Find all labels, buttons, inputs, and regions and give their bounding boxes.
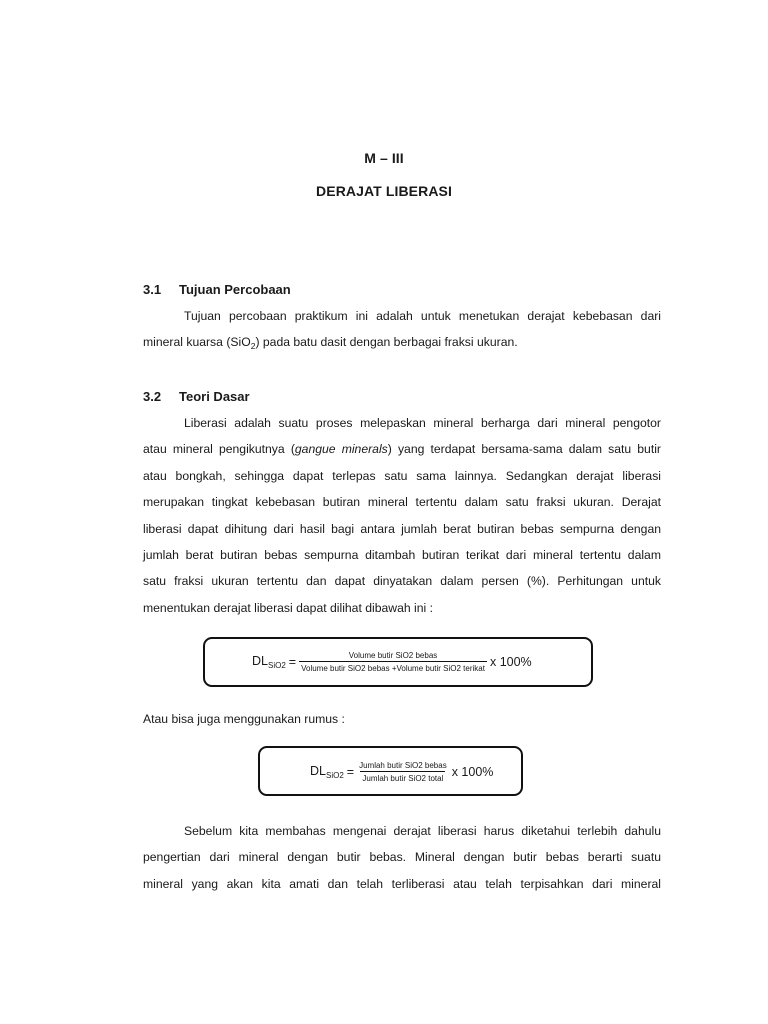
equals-sign: = — [346, 765, 355, 779]
denominator: Volume butir SiO2 bebas +Volume butir SiO2 terikat — [299, 661, 487, 673]
section-heading-3-2 — [143, 389, 250, 404]
paragraph-line: satu fraksi ukuran tertentu dan dapat dinyatakan dalam persen (%). Perhitungan untuk — [143, 574, 661, 589]
section-heading-3-1 — [143, 282, 291, 297]
denominator: Jumlah butir SiO2 total — [360, 771, 445, 783]
text-run: ) yang terdapat bersama-sama dalam satu butir — [387, 442, 661, 457]
italic-term: gangue minerals — [294, 442, 388, 457]
equals-sign: = — [288, 655, 297, 669]
paragraph-line: merupakan tingkat kebebasan butiran mineral tertentu dalam satu fraksi ukuran. Derajat — [143, 495, 661, 510]
text-run: atau mineral pengikutnya ( — [143, 442, 295, 457]
paragraph-butir-bebas — [143, 822, 661, 901]
chapter-title: DERAJAT LIBERASI — [316, 183, 452, 199]
formula-subscript: SiO2 — [267, 661, 286, 670]
paragraph-line — [143, 333, 661, 359]
text-run: ) pada batu dasit dengan berbagai fraksi ukuran. — [255, 335, 518, 350]
paragraph-line: atau bongkah, sehingga dapat terlepas satu sama lainnya. Sedangkan derajat liberasi — [143, 468, 661, 483]
paragraph-teori-dasar — [143, 414, 661, 625]
multiplier: x 100% — [489, 655, 532, 669]
paragraph-line: pengertian dari mineral dengan butir bebas. Mineral dengan butir bebas berarti suatu — [143, 850, 661, 865]
section-title: Tujuan Percobaan — [179, 282, 291, 297]
alternative-formula-text: Atau bisa juga menggunakan rumus : — [143, 712, 345, 726]
chapter-number: M – III — [364, 150, 404, 166]
subscript: 2 — [250, 341, 256, 352]
formula-1 — [252, 645, 532, 679]
formula-lhs — [252, 654, 286, 670]
formula-symbol: DL — [252, 654, 268, 668]
fraction — [299, 651, 487, 673]
section-title: Teori Dasar — [179, 389, 250, 404]
numerator: Volume butir SiO2 bebas — [348, 651, 438, 660]
section-number: 3.1 — [143, 282, 162, 297]
formula-symbol: DL — [310, 764, 326, 778]
paragraph-line: Sebelum kita membahas mengenai derajat liberasi harus diketahui terlebih dahulu — [184, 824, 661, 838]
multiplier: x 100% — [451, 765, 494, 779]
text-run: mineral kuarsa (SiO — [143, 335, 251, 350]
paragraph-line: menentukan derajat liberasi dapat dilihat dibawah ini : — [143, 600, 433, 615]
formula-2 — [310, 755, 493, 789]
paragraph-line: mineral yang akan kita amati dan telah terliberasi atau telah terpisahkan dari mineral — [143, 876, 661, 891]
paragraph-line: liberasi dapat dihitung dari hasil bagi antara jumlah berat butiran bebas sempurna dengan — [143, 521, 661, 536]
paragraph-line: jumlah berat butiran bebas sempurna ditambah butiran terikat dari mineral tertentu dalam — [143, 547, 661, 562]
section-number: 3.2 — [143, 389, 162, 404]
fraction — [357, 761, 449, 783]
formula-subscript: SiO2 — [325, 771, 344, 780]
paragraph-line: Tujuan percobaan praktikum ini adalah untuk menetukan derajat kebebasan dari — [184, 309, 661, 323]
paragraph-tujuan — [143, 307, 661, 360]
formula-lhs — [310, 764, 344, 780]
numerator: Jumlah butir SiO2 bebas — [359, 761, 447, 770]
paragraph-line: Liberasi adalah suatu proses melepaskan mineral berharga dari mineral pengotor — [184, 416, 661, 430]
paragraph-line — [143, 440, 661, 466]
